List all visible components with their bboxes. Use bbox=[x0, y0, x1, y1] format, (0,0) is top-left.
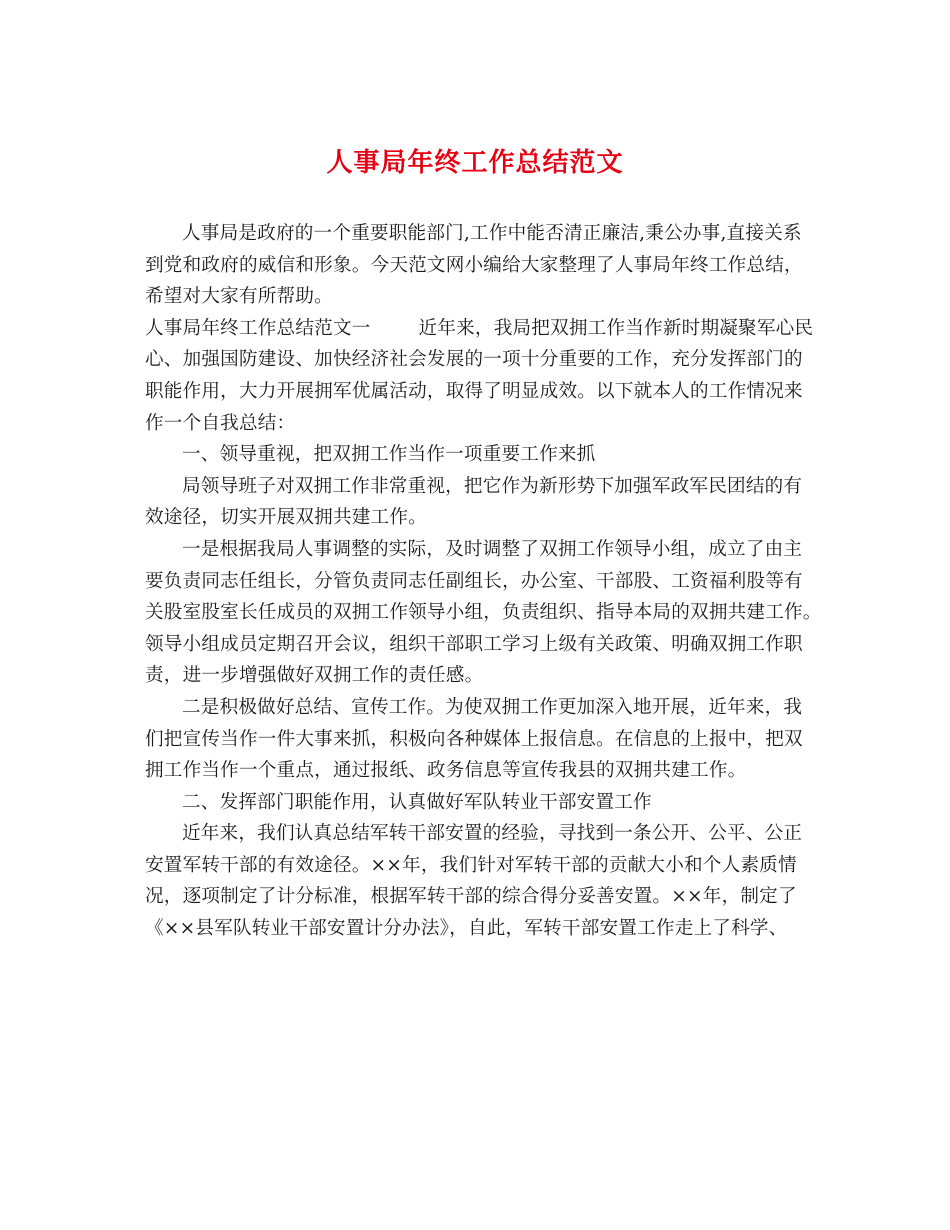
paragraph-line: 要负责同志任组长，分管负责同志任副组长，办公室、干部股、工资福利股等有 bbox=[145, 570, 803, 592]
paragraph-line bbox=[145, 313, 814, 345]
paragraph-line: 作一个自我总结： bbox=[145, 412, 296, 434]
document-body bbox=[145, 218, 822, 945]
paragraph-line: 局领导班子对双拥工作非常重视，把它作为新形势下加强军政军民团结的有 bbox=[182, 475, 803, 497]
paragraph-line: 到党和政府的威信和形象。今天范文网小编给大家整理了人事局年终工作总结， bbox=[145, 254, 803, 276]
paragraph-line: 领导小组成员定期召开会议，组织干部职工学习上级有关政策、明确双拥工作职 bbox=[145, 633, 803, 655]
paragraph-line: 心、加强国防建设、加快经济社会发展的一项十分重要的工作，充分发挥部门的 bbox=[145, 349, 803, 371]
paragraph-line: 近年来，我们认真总结军转干部安置的经验，寻找到一条公开、公平、公正 bbox=[182, 823, 803, 845]
paragraph-line: 安置军转干部的有效途径。××年，我们针对军转干部的贡献大小和个人素质情 bbox=[145, 854, 797, 876]
paragraph-line: 人事局是政府的一个重要职能部门,工作中能否清正廉洁,秉公办事,直接关系 bbox=[182, 223, 802, 244]
section-heading: 一、领导重视，把双拥工作当作一项重要工作来抓 bbox=[182, 444, 596, 466]
paragraph-line: 一是根据我局人事调整的实际，及时调整了双拥工作领导小组，成立了由主 bbox=[182, 538, 803, 560]
paragraph-text: 近年来，我局把双拥工作当作新时期凝聚军心民 bbox=[418, 317, 814, 339]
paragraph-line: 职能作用，大力开展拥军优属活动，取得了明显成效。以下就本人的工作情况来 bbox=[145, 380, 803, 402]
paragraph-line: 关股室股室长任成员的双拥工作领导小组，负责组织、指导本局的双拥共建工作。 bbox=[145, 602, 822, 624]
paragraph-line: 责，进一步增强做好双拥工作的责任感。 bbox=[145, 665, 484, 687]
paragraph-line: 况，逐项制定了计分标准，根据军转干部的综合得分妥善安置。××年，制定了 bbox=[145, 886, 797, 908]
document-title: 人事局年终工作总结范文 bbox=[326, 148, 624, 178]
paragraph-line: 希望对大家有所帮助。 bbox=[145, 286, 333, 308]
section-heading: 人事局年终工作总结范文一 bbox=[145, 317, 371, 339]
section-heading: 二、发挥部门职能作用，认真做好军队转业干部安置工作 bbox=[182, 791, 652, 813]
paragraph-line: 效途径，切实开展双拥共建工作。 bbox=[145, 507, 427, 529]
paragraph-line: 《××县军队转业干部安置计分办法》，自此，军转干部安置工作走上了科学、 bbox=[145, 918, 788, 940]
paragraph-line: 拥工作当作一个重点，通过报纸、政务信息等宣传我县的双拥共建工作。 bbox=[145, 760, 747, 782]
paragraph-line: 二是积极做好总结、宣传工作。为使双拥工作更加深入地开展，近年来，我 bbox=[182, 696, 803, 718]
paragraph-line: 们把宣传当作一件大事来抓，积极向各种媒体上报信息。在信息的上报中，把双 bbox=[145, 728, 803, 750]
